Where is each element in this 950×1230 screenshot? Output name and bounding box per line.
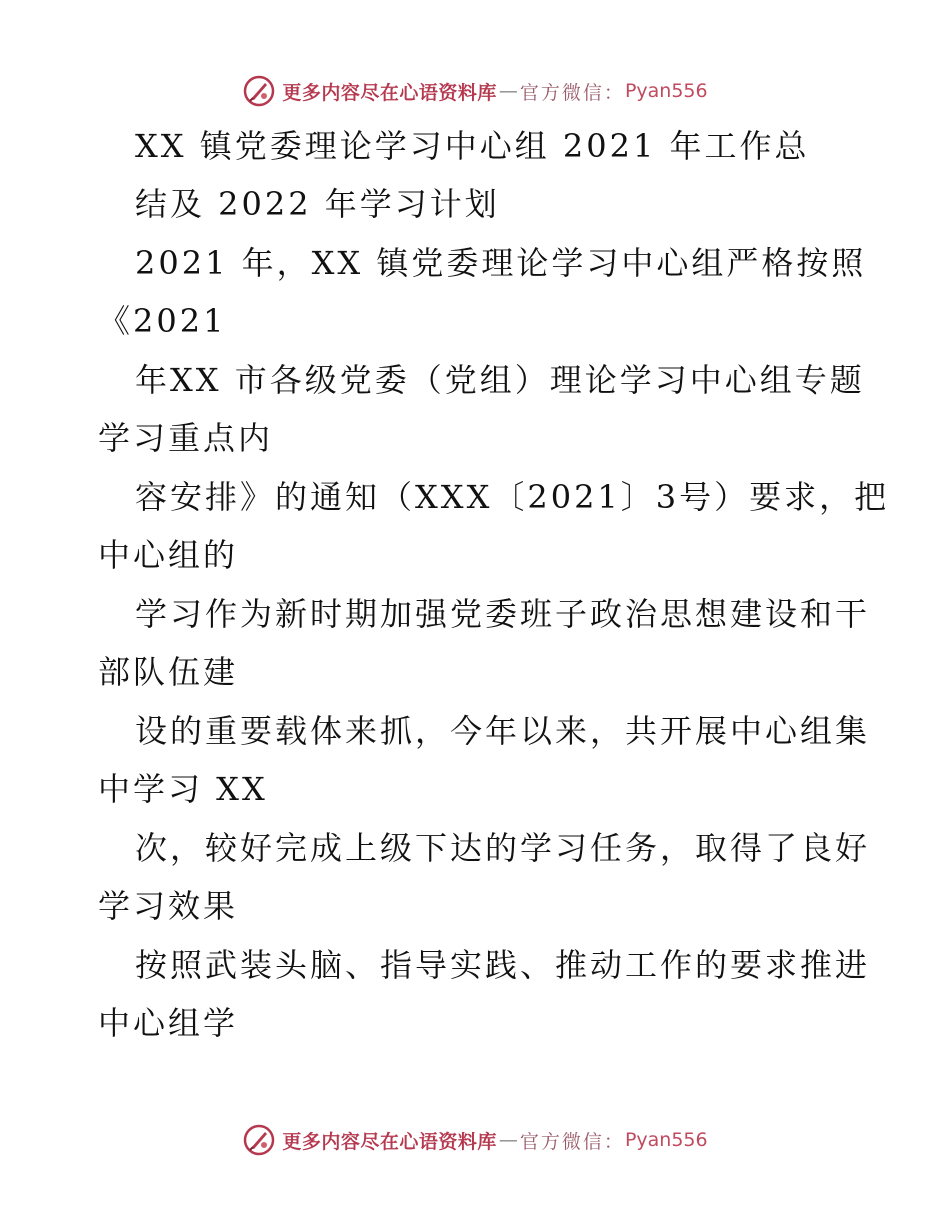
paragraph-line: 中心组学 xyxy=(98,1004,239,1042)
paragraph-line: 《2021 xyxy=(98,302,227,340)
paragraph-line: 按照武装头脑、指导实践、推动工作的要求推进 xyxy=(135,946,871,984)
paragraph-line: 次，较好完成上级下达的学习任务，取得了良好 xyxy=(135,829,871,867)
watermark-dash: — xyxy=(498,1129,518,1151)
watermark-main-text: 更多内容尽在心语资料库 xyxy=(282,81,497,104)
title-line-2: 结及 2022 年学习计划 xyxy=(135,185,500,223)
quill-logo-icon xyxy=(242,74,276,108)
paragraph-line: 学习重点内 xyxy=(98,419,274,457)
watermark-id-text: Pyan556 xyxy=(624,80,708,102)
watermark-id-text: Pyan556 xyxy=(624,1129,708,1151)
watermark-footer xyxy=(0,1120,950,1160)
paragraph-line: 中学习 XX xyxy=(98,770,268,808)
paragraph-line: 设的重要载体来抓，今年以来，共开展中心组集 xyxy=(135,712,871,750)
watermark-sub-text: 官方微信： xyxy=(519,81,625,104)
title-line-1: XX 镇党委理论学习中心组 2021 年工作总 xyxy=(135,127,810,165)
watermark-main-text: 更多内容尽在心语资料库 xyxy=(282,1130,497,1153)
paragraph-line: 年XX 市各级党委（党组）理论学习中心组专题 xyxy=(135,361,865,399)
paragraph-line: 2021 年，XX 镇党委理论学习中心组严格按照 xyxy=(135,244,867,282)
watermark-header xyxy=(0,71,950,111)
paragraph-line: 部队伍建 xyxy=(98,653,239,691)
paragraph-line: 中心组的 xyxy=(98,536,239,574)
watermark-sub-text: 官方微信： xyxy=(519,1130,625,1153)
paragraph-line: 学习作为新时期加强党委班子政治思想建设和干 xyxy=(135,595,871,633)
paragraph-line: 学习效果 xyxy=(98,887,239,925)
quill-logo-icon xyxy=(242,1123,276,1157)
paragraph-line: 容安排》的通知（XXX〔2021〕3号）要求，把 xyxy=(135,478,890,516)
watermark-dash: — xyxy=(498,80,518,102)
